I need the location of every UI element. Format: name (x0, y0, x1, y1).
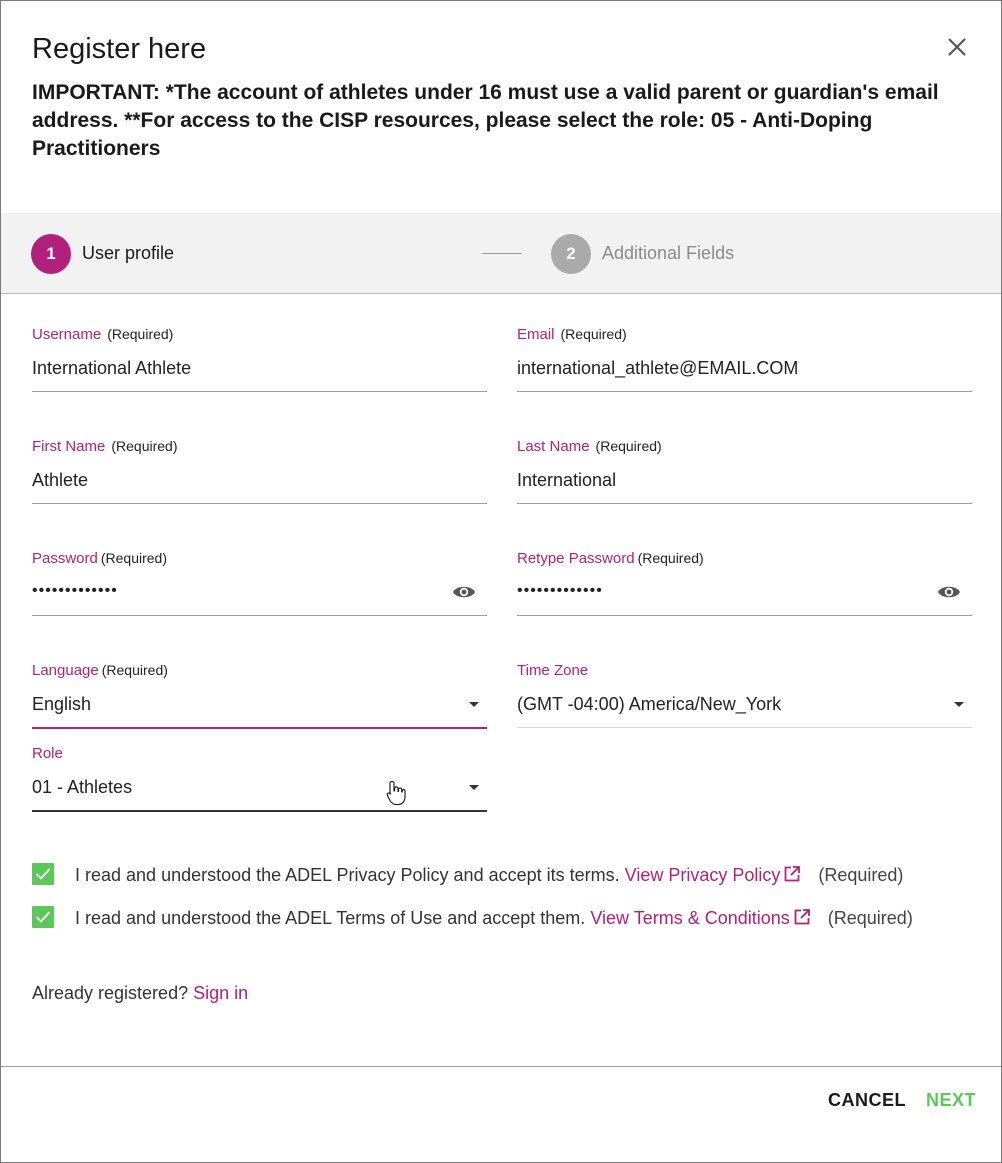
cancel-button[interactable]: CANCEL (828, 1090, 906, 1110)
show-password-eye-icon[interactable] (452, 584, 476, 600)
time-zone-value[interactable]: (GMT -04:00) America/New_York (517, 694, 782, 714)
terms-required: (Required) (827, 908, 913, 928)
external-link-icon[interactable] (793, 908, 811, 926)
language-underline (32, 727, 487, 729)
last-name-label (517, 438, 662, 455)
password-underline (32, 615, 487, 616)
username-label-text: Username (32, 326, 102, 343)
next-button[interactable]: NEXT (926, 1090, 977, 1110)
retype-password-underline (517, 615, 972, 616)
password-label (32, 550, 167, 567)
language-required: (Required) (101, 662, 168, 678)
role-label (32, 745, 63, 762)
username-underline (32, 391, 487, 392)
time-zone-label (517, 662, 588, 679)
password-label-text: Password (32, 550, 98, 567)
privacy-consent-row (32, 865, 903, 887)
view-terms-link[interactable]: View Terms & Conditions (590, 908, 790, 928)
last-name-label-text: Last Name (517, 438, 590, 455)
view-privacy-policy-link[interactable]: View Privacy Policy (624, 865, 781, 885)
role-label-text: Role (32, 745, 63, 762)
email-underline (517, 391, 972, 392)
privacy-required: (Required) (818, 865, 904, 885)
last-name-input[interactable]: International (517, 470, 617, 490)
time-zone-label-text: Time Zone (517, 662, 589, 679)
step-1-badge[interactable]: 1 (31, 234, 71, 274)
password-required: (Required) (100, 550, 167, 566)
last-name-underline (517, 503, 972, 504)
last-name-required: (Required) (595, 438, 662, 454)
dialog-title: Register here (32, 33, 207, 65)
privacy-consent-text: I read and understood the ADEL Privacy Policy and accept its terms. (75, 865, 620, 885)
first-name-underline (32, 503, 487, 504)
terms-checkbox[interactable] (32, 906, 54, 928)
role-value[interactable]: 01 - Athletes (32, 777, 133, 797)
retype-password-required: (Required) (637, 550, 704, 566)
terms-consent-text: I read and understood the ADEL Terms of Use and accept them. (75, 908, 586, 928)
first-name-required: (Required) (111, 438, 178, 454)
retype-password-label-text: Retype Password (517, 550, 635, 567)
time-zone-underline (517, 727, 972, 728)
already-registered (32, 983, 248, 1004)
first-name-label-text: First Name (32, 438, 106, 455)
step-connector (482, 253, 522, 254)
step-2-badge[interactable]: 2 (551, 234, 591, 274)
already-registered-text: Already registered? (32, 983, 189, 1003)
password-input[interactable]: ••••••••••••• (32, 582, 118, 599)
important-notice: IMPORTANT: *The account of athletes under 16 must use a valid parent or guardian's email address. **For access to the CISP resources, please select the role: 05 - Anti-Doping Practitioners (32, 81, 939, 160)
time-zone-dropdown-arrow-icon[interactable] (954, 702, 964, 707)
role-underline (32, 810, 487, 812)
checkmark-icon (35, 910, 51, 924)
footer-divider (1, 1066, 1001, 1067)
terms-consent-row (32, 908, 913, 930)
external-link-icon[interactable] (783, 865, 801, 883)
email-required: (Required) (560, 326, 627, 342)
language-value[interactable]: English (32, 694, 92, 714)
username-required: (Required) (107, 326, 174, 342)
checkmark-icon (35, 867, 51, 881)
email-label (517, 326, 627, 343)
step-2-label[interactable]: Additional Fields (602, 243, 735, 263)
close-icon[interactable] (945, 35, 969, 59)
email-label-text: Email (517, 326, 555, 343)
language-label (32, 662, 168, 679)
first-name-input[interactable]: Athlete (32, 470, 89, 490)
hand-pointer-cursor-icon (386, 780, 406, 806)
retype-password-label (517, 550, 704, 567)
username-label (32, 326, 173, 343)
show-retype-password-eye-icon[interactable] (937, 584, 961, 600)
privacy-checkbox[interactable] (32, 863, 54, 885)
sign-in-link[interactable]: Sign in (193, 983, 249, 1003)
first-name-label (32, 438, 177, 455)
username-input[interactable]: International Athlete (32, 358, 192, 378)
stepper (1, 213, 1001, 294)
step-1-label[interactable]: User profile (82, 243, 175, 263)
role-dropdown-arrow-icon[interactable] (469, 785, 479, 790)
email-input[interactable]: international_athlete@EMAIL.COM (517, 358, 799, 378)
language-dropdown-arrow-icon[interactable] (469, 702, 479, 707)
language-label-text: Language (32, 662, 99, 679)
retype-password-input[interactable]: ••••••••••••• (517, 582, 603, 599)
